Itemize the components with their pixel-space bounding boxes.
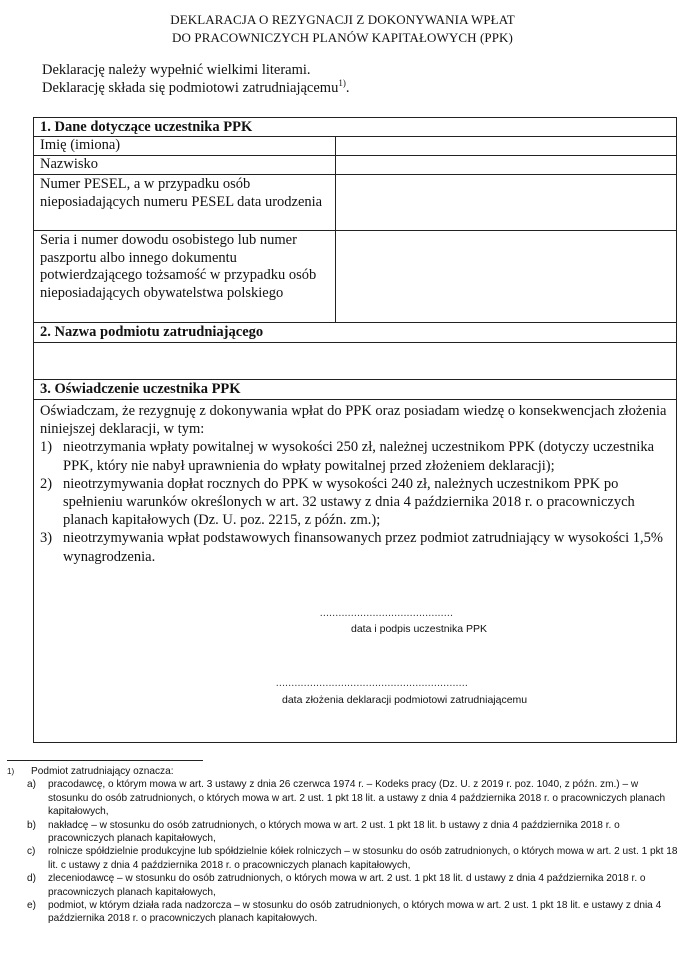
declaration-form [33, 117, 677, 743]
footnote-item: e) podmiot, w którym działa rada nadzorcza – w stosunku do osób zatrudnionych, o których mowa w art. 2 ust. 1 pkt 18 lit. e ustawy z dnia 4 października 2018 r. o pracowniczych planach kapitałowych. [27, 900, 662, 925]
declaration-statement [40, 402, 672, 566]
column-divider [335, 136, 336, 322]
title-line-1: DEKLARACJA O REZYGNACJI Z DOKONYWANIA WPŁAT [170, 12, 515, 27]
section-2-header: 2. Nazwa podmiotu zatrudniającego [40, 324, 264, 340]
footnote-item: b) nakładcę – w stosunku do osób zatrudnionych, o których mowa w art. 2 ust. 1 pkt 18 lit. b ustawy z dnia 4 października 2018 r. o pracowniczych planach kapitałowych, [27, 819, 620, 845]
instruction-line-2: Deklarację składa się podmiotowi zatrudniającemu$^{1)}$. [42, 78, 350, 96]
row-divider [34, 379, 676, 380]
title-line-2: DO PRACOWNICZYCH PLANÓW KAPITAŁOWYCH (PPK) [172, 30, 513, 45]
instruction-line-1: Deklarację należy wypełnić wielkimi literami. [42, 62, 311, 78]
id-document-field[interactable] [341, 232, 671, 320]
submission-date-caption: data złożenia deklaracji podmiotowi zatrudniającemu [282, 694, 528, 706]
section-1-header: 1. Dane dotyczące uczestnika PPK [40, 119, 253, 135]
id-document-label: Seria i numer dowodu osobistego lub numer paszportu albo innego dokumentu potwierdzającego tożsamość w przypadku osób nieposiadających obywatelstwa polskiego [40, 232, 317, 301]
footnote-item: c) rolnicze spółdzielnie produkcyjne lub spółdzielnie kółek rolniczych – w stosunku do osób zatrudnionych, o których mowa w art. 2 ust. 1 pkt 18 lit. c ustawy z dnia 4 października 2018 r. o pracowniczych planach kapitałowych, [27, 846, 678, 871]
document-title [0, 11, 685, 47]
declaration-intro: Oświadczam, że rezygnuję z dokonywania wpłat do PPK oraz posiadam wiedzę o konsekwencjach złożenia niniejszej deklaracji, w tym: [40, 403, 667, 438]
section-3-header: 3. Oświadczenie uczestnika PPK [40, 381, 241, 397]
row-divider [34, 322, 676, 323]
footnote [7, 765, 679, 926]
footnote-item: a) pracodawcę, o którym mowa w art. 3 ustawy z dnia 26 czerwca 1974 r. – Kodeks pracy (Dz. U. z 2019 r. poz. 1040, z późn. zm.) – w stosunku do osób zatrudnionych, o których mowa w art. 2 ust. 1 pkt 18 lit. a ustawy z dnia 4 października 2018 r. o pracowniczych planach kapitałowych, [27, 779, 666, 818]
pesel-label: Numer PESEL, a w przypadku osób nieposiadających numeru PESEL data urodzenia [40, 176, 323, 210]
footnote-separator [7, 760, 203, 761]
list-item: 1) nieotrzymania wpłaty powitalnej w wysokości 250 zł, należnej uczestnikom PPK (dotyczy uczestnika PPK, który nie nabył uprawnienia do wpłaty powitalnej przed złożeniem deklaracji); [40, 439, 655, 474]
row-divider [34, 230, 676, 231]
row-divider [34, 399, 676, 400]
row-divider [34, 174, 676, 175]
signature-line[interactable]: ........................................... [320, 608, 454, 619]
footnote-mark: 1) [7, 767, 15, 776]
last-name-label: Nazwisko [40, 156, 98, 172]
row-divider [34, 342, 676, 343]
signature-caption: data i podpis uczestnika PPK [351, 623, 487, 635]
first-name-label: Imię (imiona) [40, 137, 121, 153]
employer-name-field[interactable] [40, 344, 670, 378]
list-item: 3) nieotrzymywania wpłat podstawowych finansowanych przez podmiot zatrudniający w wysokości 1,5% wynagrodzenia. [40, 530, 663, 565]
list-item: 2) nieotrzymywania dopłat rocznych do PPK w wysokości 240 zł, należnych uczestnikom PPK po spełnieniu warunków określonych w art. 32 ustawy z dnia 4 października 2018 r. o pracowniczych planach kapitałowych (Dz. U. poz. 2215, z późn. zm.); [40, 475, 635, 529]
footnote-heading: Podmiot zatrudniający oznacza: [31, 766, 174, 777]
footnote-item: d) zleceniodawcę – w stosunku do osób zatrudnionych, o których mowa w art. 2 ust. 1 pkt 18 lit. d ustawy z dnia 4 października 2018 r. o pracowniczych planach kapitałowych, [27, 873, 646, 898]
instructions [42, 61, 349, 97]
submission-date-line[interactable]: .............................................................. [276, 678, 469, 689]
footnote-reference: 1) [338, 78, 346, 88]
pesel-field[interactable] [341, 176, 671, 228]
